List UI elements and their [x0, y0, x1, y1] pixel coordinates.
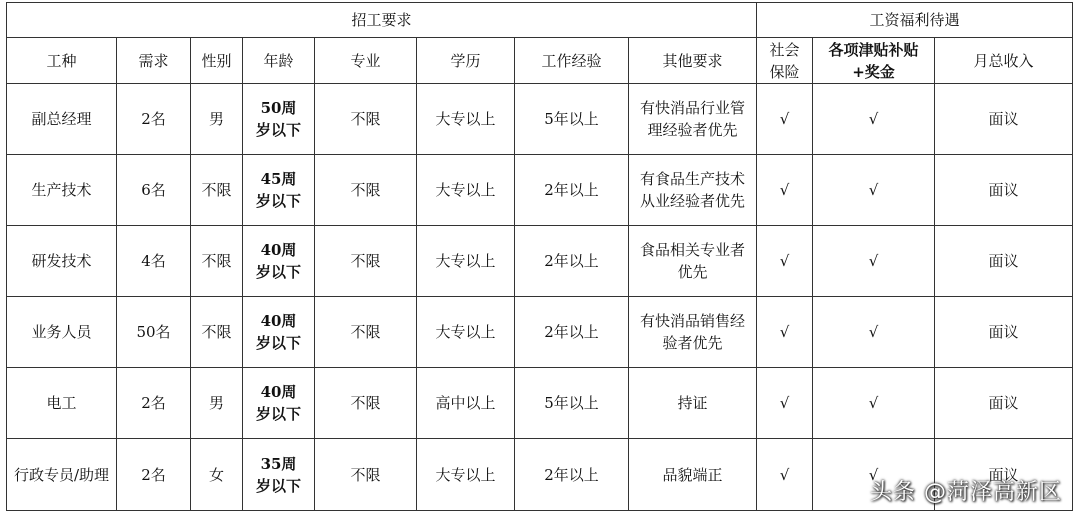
other-text: 有食品生产技术从业经验者优先 [639, 170, 745, 210]
cell-insurance: √ [757, 84, 813, 155]
col-header-income: 月总收入 [935, 38, 1073, 84]
cell-other [629, 226, 757, 297]
job-text: 行政专员/助理 [13, 465, 110, 484]
cell-gender: 不限 [191, 155, 243, 226]
cell-major: 不限 [315, 439, 417, 511]
cell-allowance: √ [813, 368, 935, 439]
cell-insurance: √ [757, 297, 813, 368]
cell-age [243, 439, 315, 511]
cell-job [7, 84, 117, 155]
age-text: 40周岁以下 [255, 241, 301, 281]
cell-insurance: √ [757, 439, 813, 511]
age-text: 35周岁以下 [255, 454, 301, 495]
col-header-insurance-text: 社会保险 [769, 40, 800, 81]
cell-insurance: √ [757, 368, 813, 439]
col-header-job: 工种 [7, 38, 117, 84]
age-text: 40周岁以下 [255, 383, 301, 423]
cell-other [629, 84, 757, 155]
cell-exp: 5年以上 [515, 368, 629, 439]
cell-allowance: √ [813, 84, 935, 155]
col-header-allowance [813, 38, 935, 84]
cell-edu: 大专以上 [417, 297, 515, 368]
cell-other [629, 439, 757, 511]
cell-edu: 大专以上 [417, 84, 515, 155]
age-text: 50周岁以下 [255, 99, 301, 139]
cell-major: 不限 [315, 84, 417, 155]
table-row [7, 368, 1073, 439]
col-header-major: 专业 [315, 38, 417, 84]
cell-income: 面议 [935, 155, 1073, 226]
cell-insurance: √ [757, 155, 813, 226]
cell-exp: 2年以上 [515, 297, 629, 368]
group-header-row [7, 3, 1073, 38]
cell-job [7, 368, 117, 439]
job-text: 生产技术 [31, 181, 92, 199]
cell-gender: 女 [191, 439, 243, 511]
column-header-row [7, 38, 1073, 84]
cell-gender: 男 [191, 84, 243, 155]
other-text: 有快消品行业管理经验者优先 [639, 99, 745, 139]
group-header-benefits: 工资福利待遇 [757, 3, 1073, 38]
col-header-allowance-text: 各项津贴补贴+奖金 [828, 40, 919, 81]
cell-job [7, 297, 117, 368]
recruitment-table [6, 2, 1073, 511]
cell-other [629, 368, 757, 439]
cell-count: 2名 [117, 84, 191, 155]
job-text: 电工 [46, 394, 77, 412]
cell-gender: 不限 [191, 226, 243, 297]
table-body [7, 84, 1073, 511]
cell-insurance: √ [757, 226, 813, 297]
cell-income: 面议 [935, 226, 1073, 297]
cell-income: 面议 [935, 84, 1073, 155]
cell-allowance: √ [813, 226, 935, 297]
cell-exp: 5年以上 [515, 84, 629, 155]
table-row [7, 155, 1073, 226]
cell-count: 50名 [117, 297, 191, 368]
col-header-edu: 学历 [417, 38, 515, 84]
cell-income: 面议 [935, 368, 1073, 439]
cell-major: 不限 [315, 368, 417, 439]
table-row [7, 226, 1073, 297]
cell-allowance: √ [813, 439, 935, 511]
cell-job [7, 439, 117, 511]
col-header-insurance [757, 38, 813, 84]
table-row [7, 84, 1073, 155]
cell-other [629, 155, 757, 226]
cell-exp: 2年以上 [515, 439, 629, 511]
job-text: 副总经理 [31, 110, 92, 128]
other-text: 有快消品销售经验者优先 [639, 312, 745, 352]
watermark: 头条 @菏泽高新区 [870, 480, 1062, 505]
age-text: 40周岁以下 [255, 312, 301, 352]
other-text: 持证 [677, 394, 708, 412]
cell-edu: 大专以上 [417, 439, 515, 511]
cell-major: 不限 [315, 297, 417, 368]
cell-gender: 男 [191, 368, 243, 439]
cell-exp: 2年以上 [515, 226, 629, 297]
age-text: 45周岁以下 [255, 170, 301, 210]
col-header-count: 需求 [117, 38, 191, 84]
job-text: 业务人员 [31, 323, 92, 341]
cell-major: 不限 [315, 226, 417, 297]
cell-job [7, 155, 117, 226]
cell-allowance: √ [813, 297, 935, 368]
cell-count: 4名 [117, 226, 191, 297]
group-header-recruit: 招工要求 [7, 3, 757, 38]
cell-income: 面议 [935, 439, 1073, 511]
cell-exp: 2年以上 [515, 155, 629, 226]
cell-other [629, 297, 757, 368]
cell-major: 不限 [315, 155, 417, 226]
cell-count: 2名 [117, 368, 191, 439]
col-header-age: 年龄 [243, 38, 315, 84]
other-text: 品貌端正 [662, 465, 723, 484]
cell-count: 6名 [117, 155, 191, 226]
cell-count: 2名 [117, 439, 191, 511]
job-text: 研发技术 [31, 252, 92, 270]
cell-edu: 高中以上 [417, 368, 515, 439]
cell-age [243, 226, 315, 297]
cell-age [243, 368, 315, 439]
other-text: 食品相关专业者优先 [639, 241, 745, 281]
cell-gender: 不限 [191, 297, 243, 368]
table-row [7, 297, 1073, 368]
cell-age [243, 84, 315, 155]
cell-allowance: √ [813, 155, 935, 226]
col-header-gender: 性别 [191, 38, 243, 84]
cell-edu: 大专以上 [417, 155, 515, 226]
cell-age [243, 155, 315, 226]
col-header-other: 其他要求 [629, 38, 757, 84]
cell-job [7, 226, 117, 297]
cell-income: 面议 [935, 297, 1073, 368]
cell-age [243, 297, 315, 368]
cell-edu: 大专以上 [417, 226, 515, 297]
col-header-exp: 工作经验 [515, 38, 629, 84]
